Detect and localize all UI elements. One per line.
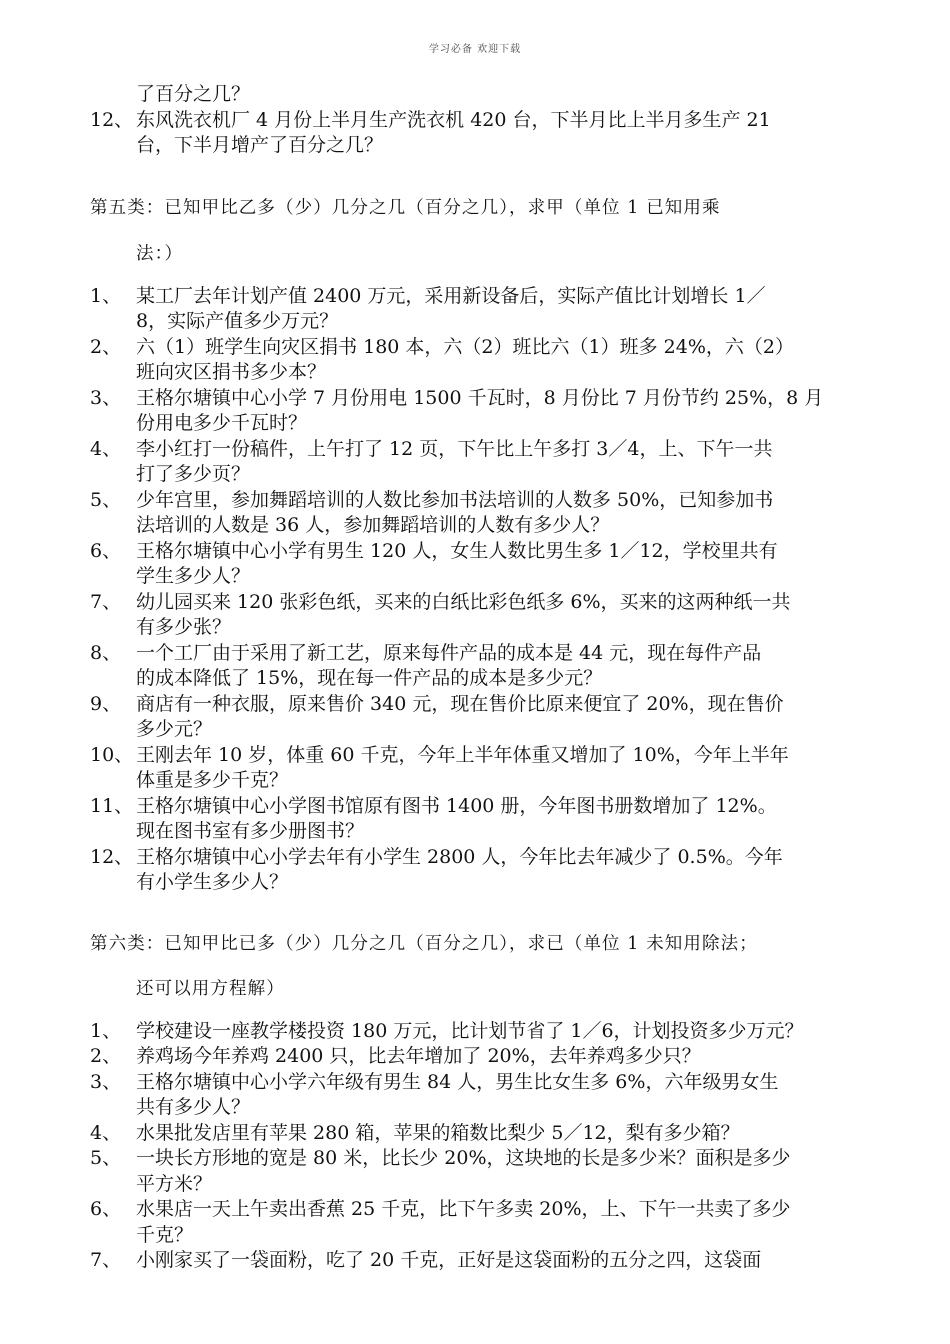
question-line: 水果店一天上午卖出香蕉 25 千克，比下午多卖 20%，上、下午一共卖了多少 — [136, 1198, 791, 1220]
question-number: 1、 — [90, 284, 122, 307]
question-number: 2、 — [90, 1045, 122, 1067]
question-item — [90, 1019, 880, 1045]
question-line: 有小学生多少人？ — [136, 871, 289, 893]
question-item — [90, 794, 880, 845]
question-number: 5、 — [90, 1147, 122, 1169]
question-item — [90, 743, 880, 794]
question-number: 12、 — [90, 108, 134, 131]
section5-list — [90, 284, 880, 896]
question-item — [90, 590, 880, 641]
question-number: 2、 — [90, 335, 122, 358]
question-line: 现在图书室有多少册图书？ — [136, 820, 365, 842]
question-item — [90, 488, 880, 539]
section-heading-cont: 还可以用方程解） — [136, 978, 285, 999]
page-header: 学习必备 欢迎下载 — [428, 44, 522, 55]
question-line: 小刚家买了一袋面粉，吃了 20 千克，正好是这袋面粉的五分之四，这袋面 — [136, 1249, 762, 1271]
question-line: 一块长方形地的宽是 80 米，比长少 20%，这块地的长是多少米？面积是多少 — [136, 1147, 791, 1169]
question-line: 体重是多少千克？ — [136, 769, 289, 791]
question-line: 李小红打一份稿件，上午打了 12 页，下午比上午多打 3／4，上、下午一共 — [136, 437, 773, 460]
question-line: 王格尔塘镇中心小学六年级有男生 84 人，男生比女生多 6%，六年级男女生 — [136, 1070, 779, 1093]
question-item — [90, 1248, 880, 1274]
question-line: 王格尔塘镇中心小学 7 月份用电 1500 千瓦时，8 月份比 7 月份节约 25%，8 月 — [136, 386, 824, 409]
section-heading: 第五类：已知甲比乙多（少）几分之几（百分之几），求甲（单位 1 已知用乘 — [90, 197, 721, 218]
question-line: 的成本降低了 15%，现在每一件产品的成本是多少元？ — [136, 667, 603, 689]
section6-list — [90, 1019, 880, 1274]
question-number: 5、 — [90, 488, 122, 511]
question-line: 少年宫里，参加舞蹈培训的人数比参加书法培训的人数多 50%，已知参加书 — [136, 488, 774, 511]
question-number: 12、 — [90, 845, 134, 868]
question-number: 7、 — [90, 590, 122, 613]
question-number: 3、 — [90, 386, 122, 409]
question-line: 学生多少人？ — [136, 565, 251, 587]
continuation-line: 了百分之几？ — [136, 83, 251, 105]
section6-heading — [90, 932, 880, 1001]
question-item — [90, 1070, 880, 1121]
question-number: 4、 — [90, 437, 122, 460]
question-item — [90, 1121, 880, 1147]
question-line: 千克？ — [136, 1223, 194, 1246]
question-number: 6、 — [90, 1198, 122, 1220]
question-number: 9、 — [90, 692, 122, 715]
question-item — [90, 1197, 880, 1248]
question-line: 王格尔塘镇中心小学有男生 120 人，女生人数比男生多 1／12，学校里共有 — [136, 539, 778, 562]
question-number: 6、 — [90, 539, 122, 562]
question-line: 王格尔塘镇中心小学去年有小学生 2800 人，今年比去年减少了 0.5%。今年 — [136, 845, 783, 868]
question-number: 4、 — [90, 1121, 122, 1144]
question-item — [90, 437, 880, 488]
question-item — [90, 845, 880, 896]
question-line: 水果批发店里有苹果 280 箱，苹果的箱数比梨少 5／12，梨有多少箱？ — [136, 1121, 740, 1144]
question-line: 有多少张？ — [136, 616, 232, 638]
question-line: 东风洗衣机厂 4 月份上半月生产洗衣机 420 台，下半月比上半月多生产 21 — [136, 108, 771, 131]
question-item — [90, 386, 880, 437]
question-line: 台，下半月增产了百分之几？ — [136, 134, 384, 156]
section5-heading — [90, 196, 880, 266]
section-heading: 第六类：已知甲比已多（少）几分之几（百分之几），求已（单位 1 未知用除法； — [90, 933, 758, 954]
question-line: 多少元？ — [136, 718, 213, 740]
question-number: 3、 — [90, 1070, 122, 1093]
question-number: 1、 — [90, 1019, 122, 1042]
question-line: 王格尔塘镇中心小学图书馆原有图书 1400 册，今年图书册数增加了 12%。 — [136, 794, 777, 817]
question-line: 法培训的人数是 36 人，参加舞蹈培训的人数有多少人？ — [136, 514, 610, 536]
question-line: 平方米？ — [136, 1172, 213, 1195]
question-item — [90, 692, 880, 743]
question-item — [90, 1044, 880, 1070]
question-line: 份用电多少千瓦时？ — [136, 412, 308, 434]
question-line: 六（1）班学生向灾区捐书 180 本，六（2）班比六（1）班多 24%，六（2） — [136, 335, 794, 358]
question-item — [90, 641, 880, 692]
top-block — [90, 82, 880, 159]
question-item — [90, 335, 880, 386]
question-item — [90, 1146, 880, 1197]
question-number: 11、 — [90, 794, 134, 817]
question-line: 班向灾区捐书多少本？ — [136, 361, 327, 383]
question-line: 学校建设一座教学楼投资 180 万元，比计划节省了 1／6，计划投资多少万元？ — [136, 1019, 804, 1042]
question-line: 一个工厂由于采用了新工艺，原来每件产品的成本是 44 元，现在每件产品 — [136, 641, 762, 664]
question-line: 商店有一种衣服，原来售价 340 元，现在售价比原来便宜了 20%，现在售价 — [136, 692, 784, 715]
section-heading-cont: 法：） — [136, 243, 184, 264]
document-body — [90, 82, 880, 1274]
question-line: 王刚去年 10 岁，体重 60 千克，今年上半年体重又增加了 10%，今年上半年 — [136, 743, 789, 766]
question-number: 7、 — [90, 1249, 122, 1271]
question-line: 幼儿园买来 120 张彩色纸，买来的白纸比彩色纸多 6%，买来的这两种纸一共 — [136, 590, 791, 613]
question-item — [90, 108, 880, 159]
question-number: 10、 — [90, 743, 134, 766]
question-line: 某工厂去年计划产值 2400 万元，采用新设备后，实际产值比计划增长 1／ — [136, 284, 766, 307]
question-line: 养鸡场今年养鸡 2400 只，比去年增加了 20%，去年养鸡多少只？ — [136, 1045, 701, 1067]
question-number: 8、 — [90, 641, 122, 664]
question-line: 共有多少人？ — [136, 1096, 251, 1118]
question-item — [90, 539, 880, 590]
question-line: 打了多少页？ — [136, 463, 251, 485]
question-line: 8，实际产值多少万元？ — [136, 310, 339, 332]
question-item — [90, 284, 880, 335]
